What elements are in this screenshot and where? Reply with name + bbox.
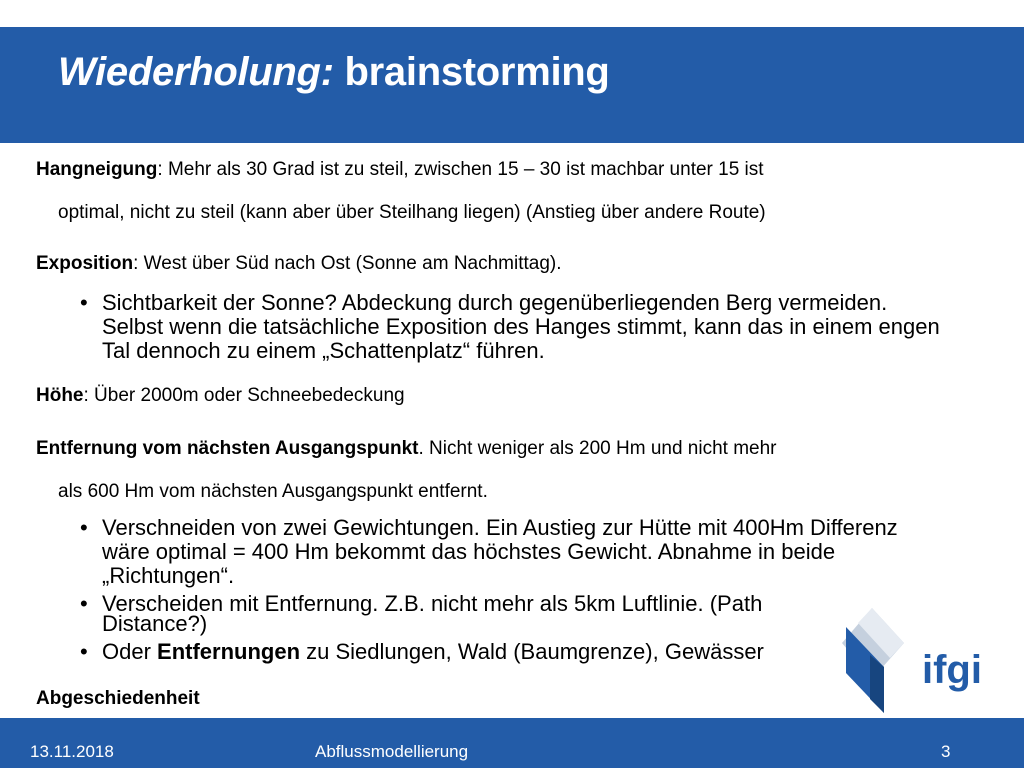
paragraph-entfernung [36, 437, 936, 461]
term-hangneigung: Hangneigung [36, 159, 158, 180]
bullet-dot: • [80, 591, 88, 616]
paragraph-abgeschiedenheit [36, 687, 936, 711]
paragraph-hoehe [36, 384, 936, 408]
paragraph-entfernung-text: . Nicht weniger als 200 Hm und nicht mehr [418, 438, 777, 459]
paragraph-hangneigung-continued: optimal, nicht zu steil (kann aber über Steilhang liegen) (Anstieg über andere Route) [58, 202, 766, 223]
footer-date: 13.11.2018 [30, 742, 114, 761]
bullet-dot: • [80, 290, 88, 315]
bullet-oder-prefix: Oder [102, 639, 158, 664]
bullet-oder-suffix: zu Siedlungen, Wald (Baumgrenze), Gewässer [300, 639, 764, 664]
bullet-verscheiden-text: Verscheiden mit Entfernung. Z.B. nicht mehr als 5km Luftlinie. (Path Distance?) [102, 591, 763, 636]
paragraph-exposition-text: : West über Süd nach Ost (Sonne am Nachmittag). [133, 253, 562, 274]
term-exposition: Exposition [36, 253, 134, 274]
slide-title [58, 50, 610, 95]
footer-bar [0, 718, 1024, 768]
bullet-dot: • [80, 515, 88, 540]
title-italic: Wiederholung: [58, 50, 334, 94]
term-entfernung: Entfernung vom nächsten Ausgangspunkt [36, 438, 419, 459]
paragraph-entfernung-continued: als 600 Hm vom nächsten Ausgangspunkt entfernt. [58, 481, 488, 502]
paragraph-hoehe-text: : Über 2000m oder Schneebedeckung [83, 385, 405, 406]
bullet-verschneiden-text: Verschneiden von zwei Gewichtungen. Ein Austieg zur Hütte mit 400Hm Differenz wäre optimal = 400 Hm bekommt das höchstes Gewicht. Abnahme in beide „Richtungen“. [102, 515, 898, 588]
bullet-sichtbarkeit-text: Sichtbarkeit der Sonne? Abdeckung durch gegenüberliegenden Berg vermeiden. Selbst wenn die tatsächliche Exposition des Hanges stimmt, kann das in einem engen Tal dennoch zu einem „Schattenplatz“ führen. [102, 290, 940, 363]
bullet-oder-entfernungen-text [102, 640, 942, 664]
paragraph-hangneigung-text: : Mehr als 30 Grad ist zu steil, zwischen 15 – 30 ist machbar unter 15 ist [157, 159, 764, 180]
logo-text: ifgi [922, 648, 982, 692]
term-abgeschiedenheit: Abgeschiedenheit [36, 688, 200, 709]
footer-page-number: 3 [941, 742, 951, 761]
title-rest: brainstorming [333, 50, 610, 94]
term-hoehe: Höhe [36, 385, 84, 406]
bullet-dot: • [80, 639, 88, 664]
term-entfernungen: Entfernungen [157, 639, 301, 664]
paragraph-hangneigung [36, 158, 936, 182]
paragraph-exposition [36, 252, 936, 276]
footer-subject: Abflussmodellierung [315, 742, 469, 761]
ifgi-logo [842, 605, 992, 715]
ifgi-logo-graphic [842, 605, 992, 715]
